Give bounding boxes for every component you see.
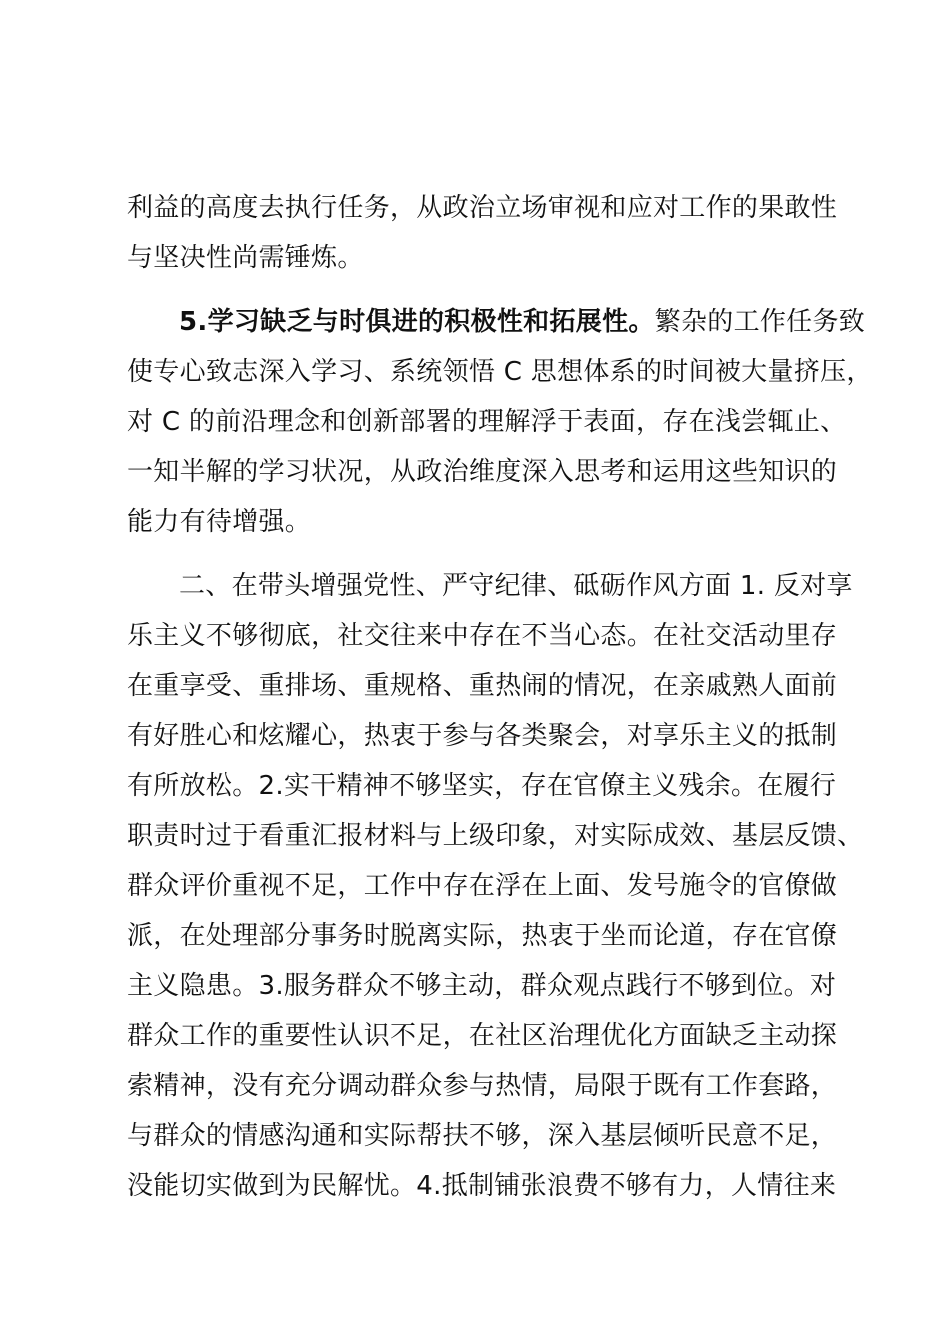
text-line: 派，在处理部分事务时脱离实际，热衷于坐而论道，存在官僚: [127, 921, 838, 951]
text-line: 职责时过于看重汇报材料与上级印象，对实际成效、基层反馈、: [127, 821, 864, 851]
text-line: 利益的高度去执行任务，从政治立场审视和应对工作的果敢性: [127, 193, 838, 223]
paragraph-learning: [127, 297, 873, 547]
text-line: [127, 297, 866, 347]
text-line: 使专心致志深入学习、系统领悟 C 思想体系的时间被大量挤压，: [127, 357, 873, 387]
text-line: 与群众的情感沟通和实际帮扶不够，深入基层倾听民意不足，: [127, 1121, 838, 1151]
text-line: 没能切实做到为民解忧。4.抵制铺张浪费不够有力，人情往来: [127, 1171, 837, 1201]
text-line: 有所放松。2.实干精神不够坚实，存在官僚主义残余。在履行: [127, 771, 837, 801]
text-line: 一知半解的学习状况，从政治维度深入思考和运用这些知识的: [127, 457, 838, 487]
text-line: 与坚决性尚需锤炼。: [127, 243, 364, 273]
text-line: 能力有待增强。: [127, 507, 312, 537]
text-line: 主义隐患。3.服务群众不够主动，群众观点践行不够到位。对: [127, 971, 837, 1001]
paragraph-heading: 5.学习缺乏与时俱进的积极性和拓展性。: [179, 307, 655, 337]
text-line: 群众工作的重要性认识不足，在社区治理优化方面缺乏主动探: [127, 1021, 838, 1051]
paragraph-section-two: [127, 561, 864, 1211]
text-line: 乐主义不够彻底，社交往来中存在不当心态。在社交活动里存: [127, 621, 838, 651]
text-line: 二、在带头增强党性、严守纪律、砥砺作风方面 1. 反对享: [179, 571, 853, 601]
text-line: 在重享受、重排场、重规格、重热闹的情况，在亲戚熟人面前: [127, 671, 838, 701]
text-line: 有好胜心和炫耀心，热衷于参与各类聚会，对享乐主义的抵制: [127, 721, 838, 751]
text-line: 对 C 的前沿理念和创新部署的理解浮于表面，存在浅尝辄止、: [127, 407, 847, 437]
text-line: 索精神，没有充分调动群众参与热情，局限于既有工作套路，: [127, 1071, 838, 1101]
text-line: 群众评价重视不足，工作中存在浮在上面、发号施令的官僚做: [127, 871, 838, 901]
text-run: 繁杂的工作任务致: [654, 307, 866, 337]
paragraph-continuation: [127, 183, 859, 283]
document-body: [127, 183, 873, 1211]
